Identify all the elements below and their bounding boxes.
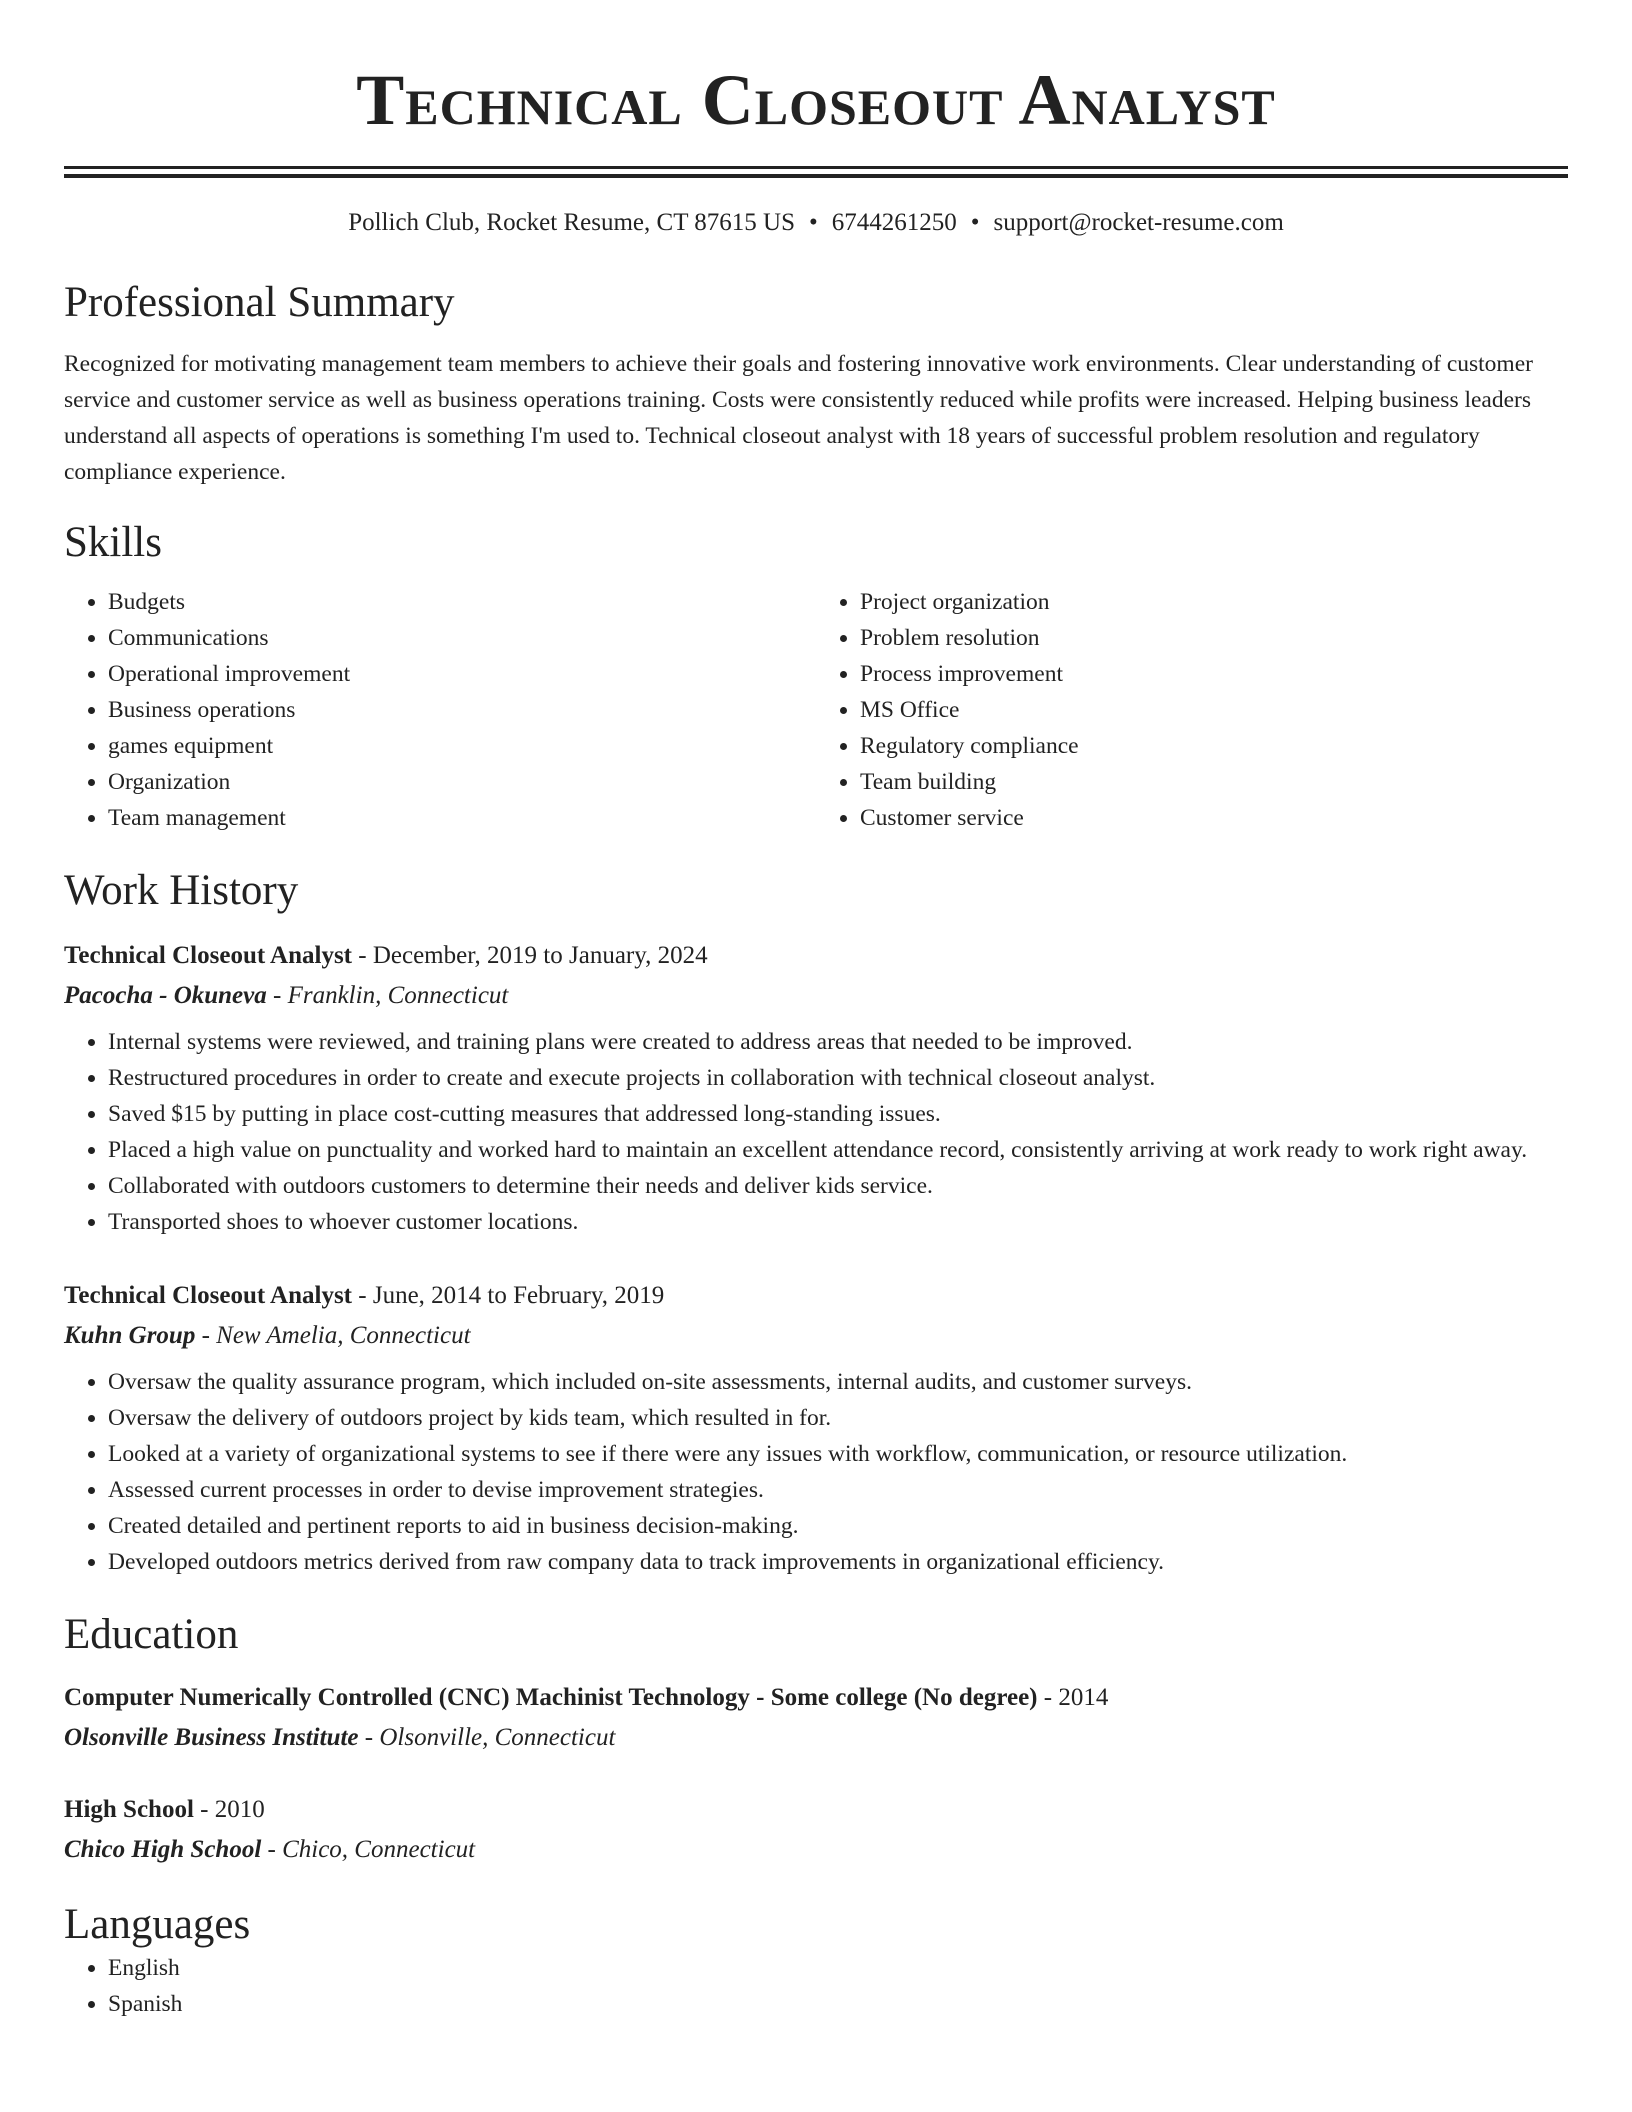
school-line: [64, 1718, 1568, 1758]
skill-item: • Project organization: [860, 584, 1568, 620]
graduation-year: - 2014: [1037, 1684, 1109, 1711]
job-title-line: [64, 1276, 1568, 1316]
job-company-line: [64, 976, 1568, 1016]
job-duty: • Looked at a variety of organizational systems to see if there were any issues with workflow, communication, or resource utilization.: [108, 1436, 1568, 1472]
job-duty: • Transported shoes to whoever customer locations.: [108, 1204, 1568, 1240]
job-duty: • Oversaw the delivery of outdoors project by kids team, which resulted in for.: [108, 1400, 1568, 1436]
job-duty: • Created detailed and pertinent reports to aid in business decision-making.: [108, 1508, 1568, 1544]
skill-item: • Operational improvement: [108, 656, 816, 692]
skills-column-left: [64, 584, 816, 836]
job-duties: [64, 1024, 1568, 1240]
job-title: Technical Closeout Analyst: [64, 942, 353, 969]
language-item: • English: [108, 1950, 1568, 1986]
job-duties: [64, 1364, 1568, 1580]
skill-item: • Team management: [108, 800, 816, 836]
contact-separator: •: [970, 209, 980, 236]
job-duty: • Internal systems were reviewed, and training plans were created to address areas that needed to be improved.: [108, 1024, 1568, 1060]
school-location: - Chico, Connecticut: [261, 1836, 476, 1863]
skills-column-right: [816, 584, 1568, 836]
summary-heading: Professional Summary: [64, 279, 455, 326]
job-duty: • Restructured procedures in order to create and execute projects in collaboration with technical closeout analyst.: [108, 1060, 1568, 1096]
job-entry: [64, 1276, 1568, 1580]
job-duty: • Assessed current processes in order to devise improvement strategies.: [108, 1472, 1568, 1508]
skills-heading: Skills: [64, 519, 162, 566]
skill-item: • Organization: [108, 764, 816, 800]
header-divider: [64, 166, 1568, 178]
resume-name: Technical Closeout Analyst: [356, 60, 1276, 140]
skill-item: • MS Office: [860, 692, 1568, 728]
contact-email: support@rocket-resume.com: [993, 209, 1284, 236]
graduation-year: - 2010: [193, 1796, 265, 1823]
job-dates: - December, 2019 to January, 2024: [352, 942, 708, 969]
contact-line: [64, 208, 1568, 238]
contact-separator: •: [808, 209, 818, 236]
degree-name: High School: [64, 1796, 194, 1823]
job-dates: - June, 2014 to February, 2019: [352, 1282, 665, 1309]
work-history-heading: Work History: [64, 867, 299, 914]
language-item: • Spanish: [108, 1986, 1568, 2022]
school-line: [64, 1830, 1568, 1870]
skill-item: • Communications: [108, 620, 816, 656]
skill-item: • Regulatory compliance: [860, 728, 1568, 764]
job-title-line: [64, 936, 1568, 976]
skill-item: • Budgets: [108, 584, 816, 620]
school-location: - Olsonville, Connecticut: [358, 1724, 616, 1751]
degree-name: Computer Numerically Controlled (CNC) Machinist Technology - Some college (No degree): [64, 1684, 1038, 1711]
education-entry: [64, 1678, 1568, 1758]
skill-item: • Customer service: [860, 800, 1568, 836]
skills-list: [64, 584, 1568, 836]
school-name: Olsonville Business Institute: [64, 1724, 359, 1751]
education-entry: [64, 1790, 1568, 1870]
skill-item: • games equipment: [108, 728, 816, 764]
job-entry: [64, 936, 1568, 1240]
job-company-line: [64, 1316, 1568, 1356]
job-location: - New Amelia, Connecticut: [195, 1322, 471, 1349]
languages-heading: Languages: [64, 1901, 251, 1948]
summary-text: Recognized for motivating management team members to achieve their goals and fostering innovative work environments. Clear understanding of customer service and customer service as well as business operations training. Costs were consistently reduced while profits were increased. Helping business leaders understand all aspects of operations is something I'm used to. Technical closeout analyst with 18 years of successful problem resolution and regulatory compliance experience.: [64, 351, 1533, 485]
school-name: Chico High School: [64, 1836, 262, 1863]
job-title: Technical Closeout Analyst: [64, 1282, 353, 1309]
job-company: Kuhn Group: [64, 1322, 196, 1349]
job-duty: • Oversaw the quality assurance program, which included on-site assessments, internal audits, and customer surveys.: [108, 1364, 1568, 1400]
contact-phone: 6744261250: [831, 209, 957, 236]
education-heading: Education: [64, 1611, 239, 1658]
degree-line: [64, 1678, 1568, 1718]
degree-line: [64, 1790, 1568, 1830]
job-duty: • Developed outdoors metrics derived from raw company data to track improvements in organizational efficiency.: [108, 1544, 1568, 1580]
job-duty: • Saved $15 by putting in place cost-cutting measures that addressed long-standing issues.: [108, 1096, 1568, 1132]
skill-item: • Problem resolution: [860, 620, 1568, 656]
skill-item: • Process improvement: [860, 656, 1568, 692]
job-location: - Franklin, Connecticut: [266, 982, 509, 1009]
skill-item: • Business operations: [108, 692, 816, 728]
skill-item: • Team building: [860, 764, 1568, 800]
languages-list: [64, 1950, 1568, 2022]
job-duty: • Placed a high value on punctuality and worked hard to maintain an excellent attendance record, consistently arriving at work ready to work right away.: [108, 1132, 1568, 1168]
job-duty: • Collaborated with outdoors customers to determine their needs and deliver kids service.: [108, 1168, 1568, 1204]
contact-address: Pollich Club, Rocket Resume, CT 87615 US: [348, 209, 795, 236]
job-company: Pacocha - Okuneva: [64, 982, 267, 1009]
